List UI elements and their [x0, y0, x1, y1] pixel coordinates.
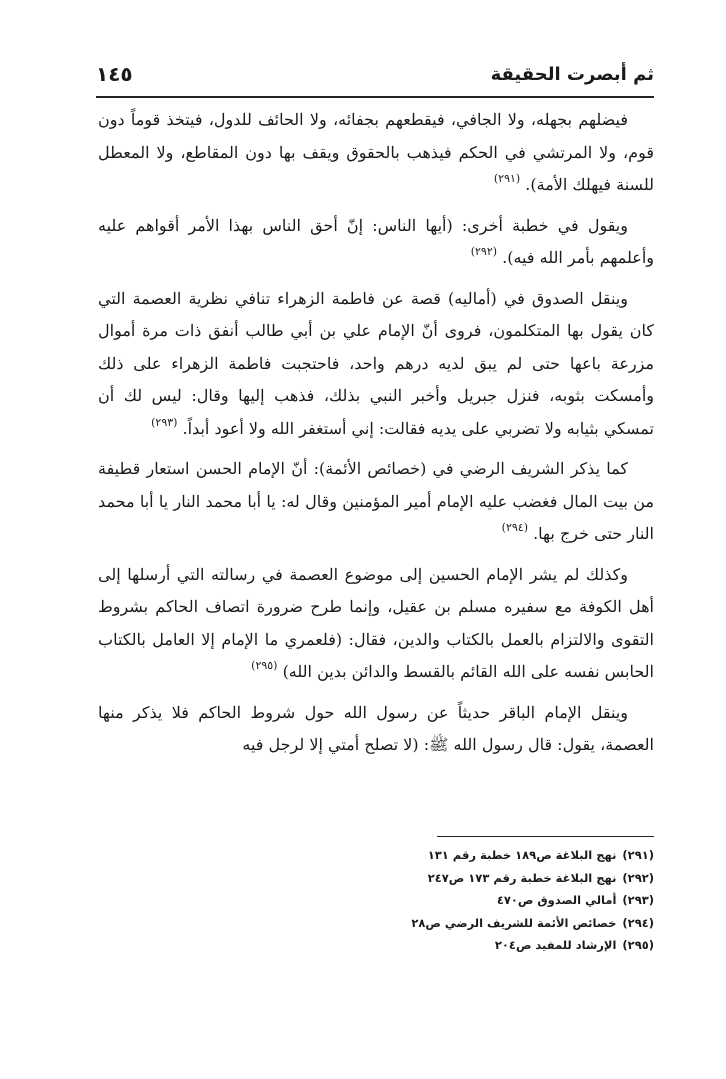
paragraph-3 — [98, 283, 654, 446]
paragraph-5 — [98, 559, 654, 689]
paragraph-text: فيضلهم بجهله، ولا الجافي، فيقطعهم بجفائه، ولا الحائف للدول، فيتخذ قوماً دون قوم، ولا المرتشي في الحكم فيذهب بالحقوق ويقف بها دون المقاطع، ولا المعطل للسنة فيهلك الأمة). — [98, 110, 654, 194]
running-title: ثم أبصرت الحقيقة — [490, 64, 654, 85]
footnote-number: (٢٩٢) — [622, 870, 654, 885]
footnote-reference: (٢٩١) — [493, 172, 521, 185]
paragraph-1 — [98, 104, 654, 202]
footnote-number: (٢٩١) — [622, 848, 654, 862]
footnote-text: نهج البلاغة خطبة رقم ١٧٣ ص٢٤٧ — [427, 870, 617, 885]
paragraph-text: ويقول في خطبة أخرى: (أيها الناس: إنّ أحق الناس بهذا الأمر أقواهم عليه وأعلمهم بأمر الله فيه). — [98, 215, 654, 267]
footnote-number: (٢٩٤) — [622, 915, 654, 930]
footnote-text: الإرشاد للمفيد ص٢٠٤ — [494, 938, 617, 952]
paragraph-6 — [98, 697, 654, 762]
footnote-reference: (٢٩٤) — [501, 521, 528, 534]
footnote-item — [330, 889, 654, 912]
body-text — [98, 104, 654, 762]
paragraph-text: وينقل الإمام الباقر حديثاً عن رسول الله حول شروط الحاكم فلا يذكر منها العصمة، يقول: قال رسول الله ﷺ: (لا تصلح أمتي إلا لرجل فيه — [98, 702, 654, 754]
footnote-reference: (٢٩٥) — [251, 659, 278, 672]
page-header — [96, 60, 654, 98]
footnote-item — [330, 844, 654, 867]
footnote-item — [330, 912, 654, 935]
paragraph-text: وكذلك لم يشر الإمام الحسين إلى موضوع العصمة في رسالته التي أرسلها إلى أهل الكوفة مع سفيره مسلم بن عقيل، وإنما طرح ضرورة اتصاف الحاكم بشروط التقوى والالتزام بالعمل بالكتاب والدين، فقال: (فلعمري ما الإمام إلا العامل بالكتاب الحابس نفسه على الله القائم بالقسط والدائن بدين الله) — [98, 564, 654, 681]
footnote-divider — [437, 836, 654, 837]
footnotes-list — [330, 844, 654, 957]
paragraph-text: كما يذكر الشريف الرضي في (خصائص الأئمة): أنّ الإمام الحسن استعار قطيفة من بيت المال فغضب عليه الإمام أمير المؤمنين وقال له: يا أبا محمد النار يا أبا محمد النار حتى خرج بها. — [98, 459, 654, 543]
footnote-item — [330, 867, 654, 890]
paragraph-text: وينقل الصدوق في (أماليه) قصة عن فاطمة الزهراء تنافي نظرية العصمة التي كان يقول بها المتكلمون، فروى أنّ الإمام علي بن أبي طالب أنفق ذات مرة أموال مزرعة باعها حتى لم يبق لديه درهم واحد، فاحتجبت فاطمة الزهراء على ذلك وأمسكت بثوبه، فنزل جبريل وأخبر النبي بذلك، فذهب إليها وقال: ليس لك أن تمسكي بثيابه ولا تضربي على يديه فقالت: إني أستغفر الله ولا أعود أبداً. — [98, 288, 654, 438]
footnote-number: (٢٩٥) — [622, 938, 654, 952]
footnote-reference: (٢٩٢) — [470, 245, 498, 258]
footnote-reference: (٢٩٣) — [151, 415, 178, 429]
footnote-number: (٢٩٣) — [622, 893, 654, 907]
page-number: ١٤٥ — [96, 62, 133, 86]
footnote-text: أمالي الصدوق ص٤٧٠ — [496, 893, 617, 907]
footnote-item — [330, 934, 654, 957]
paragraph-4 — [98, 453, 654, 551]
footnote-text: نهج البلاغة ص١٨٩ خطبة رقم ١٣١ — [427, 848, 617, 862]
footnote-text: خصائص الأئمة للشريف الرضي ص٢٨ — [411, 915, 617, 930]
paragraph-2 — [98, 210, 654, 275]
